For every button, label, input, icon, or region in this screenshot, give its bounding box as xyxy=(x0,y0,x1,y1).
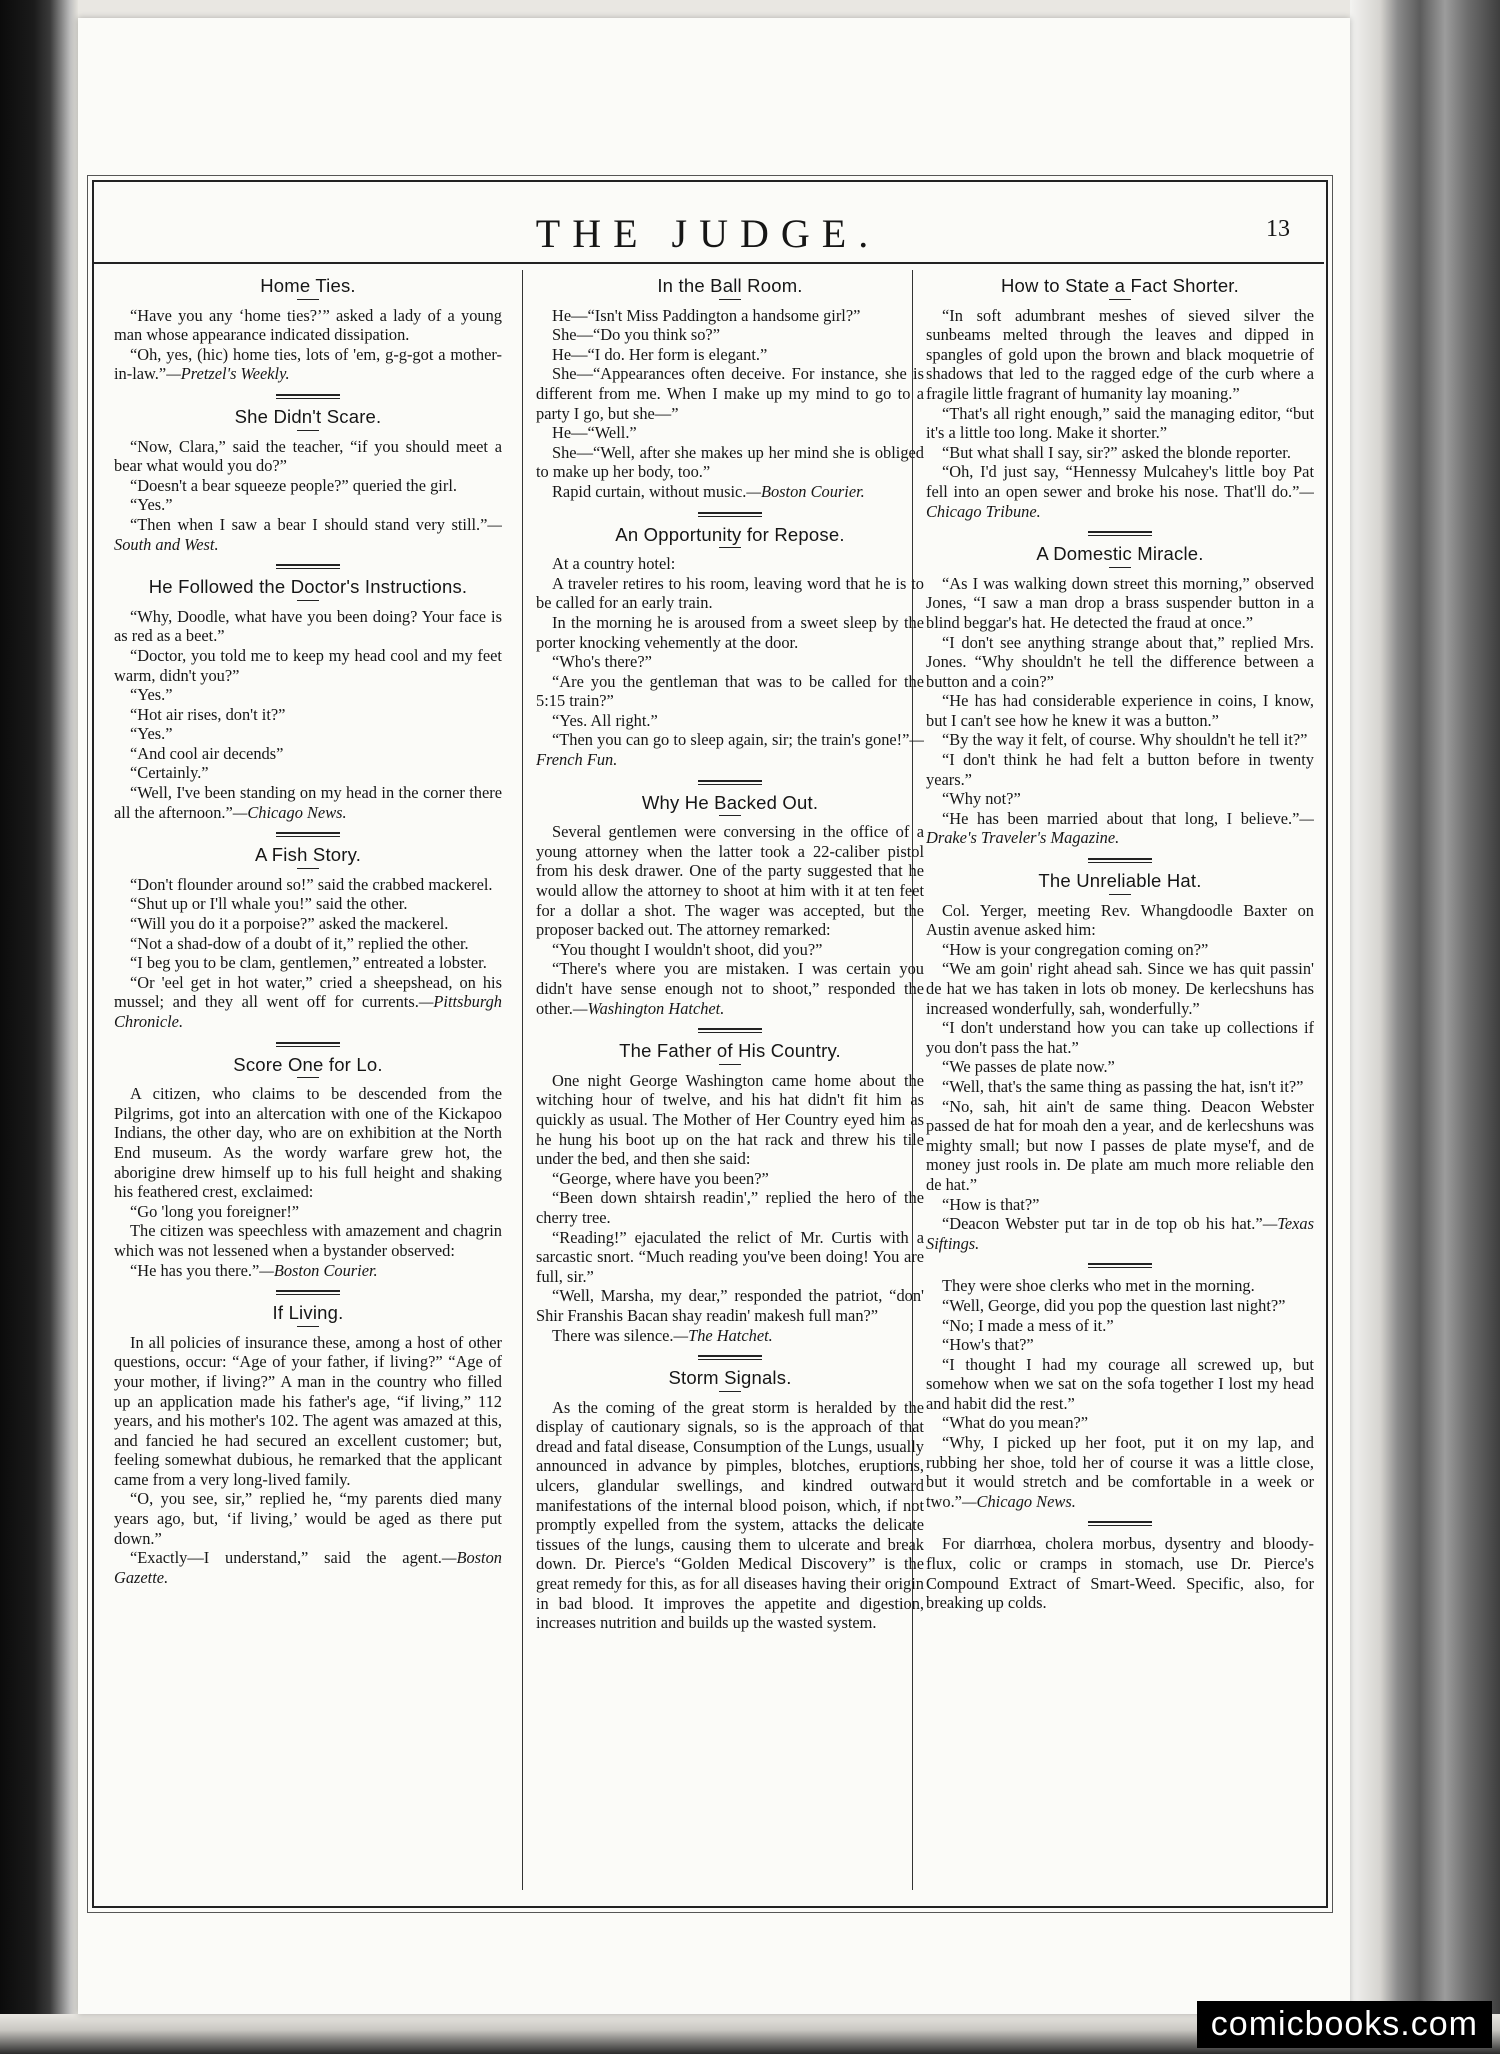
article-source: —Washington Hatchet. xyxy=(572,998,725,1018)
article-divider xyxy=(698,1355,762,1360)
paragraph-text: “Doesn't a bear squeeze people?” queried the girl. xyxy=(130,475,457,495)
article-paragraph xyxy=(114,1202,502,1222)
paragraph-text: “Yes. All right.” xyxy=(552,710,658,730)
paragraph-text: “But what shall I say, sir?” asked the blonde reporter. xyxy=(942,442,1291,462)
article-divider xyxy=(276,1042,340,1047)
article-paragraph xyxy=(536,1286,924,1325)
article-paragraph xyxy=(114,953,502,973)
paragraph-text: They were shoe clerks who met in the morning. xyxy=(942,1276,1255,1296)
article xyxy=(114,276,502,384)
paragraph-text: “No, sah, hit ain't de same thing. Deacon Webster passed de hat for moah den a year, and de kerlecshuns was mighty small; but now I passes de plate myse'f, and de money just rools in. De plate am much more reliable den de hat.” xyxy=(926,1096,1314,1194)
article-paragraph xyxy=(536,1169,924,1189)
article-source: —Boston Courier. xyxy=(746,481,865,501)
masthead-rule xyxy=(92,262,1324,264)
paragraph-text: “Then you can go to sleep again, sir; the train's gone!” xyxy=(552,730,910,750)
article-title: An Opportunity for Repose. xyxy=(615,523,845,545)
article-source: —South and West. xyxy=(114,514,502,554)
article-paragraph xyxy=(114,783,502,822)
paragraph-text: He—“I do. Her form is elegant.” xyxy=(552,344,768,364)
article-paragraph xyxy=(926,809,1314,848)
paragraph-text: “I thought I had my courage all screwed up, but somehow when we sat on the sofa together I lost my head and habit did the rest.” xyxy=(926,1354,1314,1413)
article-paragraph xyxy=(926,1276,1314,1296)
paragraph-text: “I don't understand how you can take up collections if you don't pass the hat.” xyxy=(926,1018,1314,1057)
paragraph-text: The citizen was speechless with amazement and chagrin which was not lessened when a bystander observed: xyxy=(114,1221,502,1260)
article xyxy=(926,1534,1314,1612)
paragraph-text: “Or 'eel get in hot water,” cried a sheepshead, on his mussel; and they all went off for currents. xyxy=(114,972,502,1012)
paragraph-text: “Not a shad-dow of a doubt of it,” replied the other. xyxy=(130,933,469,953)
article-title: The Unreliable Hat. xyxy=(1038,870,1202,892)
article-paragraph xyxy=(926,1057,1314,1077)
article-paragraph xyxy=(114,607,502,646)
paragraph-text: “How is your congregation coming on?” xyxy=(942,939,1209,959)
title-rule xyxy=(297,868,319,869)
article-paragraph xyxy=(114,345,502,384)
paragraph-text: “How is that?” xyxy=(942,1194,1040,1214)
paragraph-text: “Go 'long you foreigner!” xyxy=(130,1201,300,1221)
article-divider xyxy=(276,394,340,399)
article-paragraph xyxy=(926,1534,1314,1612)
article-paragraph xyxy=(114,763,502,783)
article-paragraph xyxy=(926,633,1314,692)
paragraph-text: In all policies of insurance these, among a host of other questions, occur: “Age of your father, if living?” “Age of your mother, if living?” A man in the country who filled up an application made his father's age, “if living,” 112 years, and his mother's 102. The agent was amazed at this, and fancied he had secured an excellent customer; but, feeling somewhat dubious, he remarked that the applicant came from a very long-lived family. xyxy=(114,1332,502,1489)
article xyxy=(114,407,502,554)
article-paragraph xyxy=(536,1228,924,1287)
article-paragraph xyxy=(536,345,924,365)
article-title: He Followed the Doctor's Instructions. xyxy=(148,576,468,598)
paragraph-text: Col. Yerger, meeting Rev. Whangdoodle Baxter on Austin avenue asked him: xyxy=(926,900,1314,940)
article-paragraph xyxy=(926,404,1314,443)
paragraph-text: Several gentlemen were conversing in the office of a young attorney when the latter took a 22-caliber pistol from his desk drawer. One of the party suggested that he would allow the attorney to shoot at him with it at ten feet for a dollar a shot. The wager was accepted, but the proposer backed out. The attorney remarked: xyxy=(536,822,924,940)
article-paragraph xyxy=(536,822,924,940)
article-divider xyxy=(698,1028,762,1033)
paragraph-text: Rapid curtain, without music. xyxy=(552,481,747,501)
paragraph-text: He—“Well.” xyxy=(552,423,637,443)
article xyxy=(926,871,1314,1253)
paragraph-text: “Yes.” xyxy=(130,724,173,744)
article-paragraph xyxy=(114,476,502,496)
article-divider xyxy=(698,512,762,517)
article-paragraph xyxy=(926,1195,1314,1215)
paragraph-text: A citizen, who claims to be descended from the Pilgrims, got into an altercation with one of the Kickapoo Indians, the other day, who are on exhibition at the North End museum. As the wordy warfare grew hot, the aborigine drew himself up to his full height and shaking his feathered crest, exclaimed: xyxy=(114,1084,502,1202)
article-paragraph xyxy=(536,730,924,769)
paragraph-text: She—“Appearances often deceive. For instance, she is different from me. When I make up my mind to go to a party I go, but she—” xyxy=(536,364,924,423)
paragraph-text: “I don't think he had felt a button before in twenty years.” xyxy=(926,750,1314,789)
paragraph-text: “Are you the gentleman that was to be called for the 5:15 train?” xyxy=(536,671,924,711)
article-paragraph xyxy=(536,652,924,672)
article-paragraph xyxy=(536,1398,924,1633)
scan-right-edge xyxy=(1350,0,1500,2054)
article-source: —Texas Siftings. xyxy=(926,1214,1314,1253)
article-paragraph xyxy=(114,495,502,515)
article-divider xyxy=(1088,1263,1152,1268)
article-paragraph xyxy=(926,940,1314,960)
article-paragraph xyxy=(926,1433,1314,1511)
article-title: In the Ball Room. xyxy=(657,275,803,296)
title-rule xyxy=(297,600,319,601)
paragraph-text: “Why not?” xyxy=(942,789,1021,809)
article-paragraph xyxy=(114,1333,502,1490)
article-source: —Pittsburgh Chronicle. xyxy=(114,992,502,1031)
paragraph-text: “Exactly—I understand,” said the agent. xyxy=(130,1548,442,1568)
article xyxy=(536,793,924,1019)
article-paragraph xyxy=(114,1221,502,1260)
paragraph-text: “Reading!” ejaculated the relict of Mr. Curtis with a sarcastic snort. “Much reading you've been doing! You are full, sir.” xyxy=(536,1227,924,1286)
article-paragraph xyxy=(926,462,1314,521)
paragraph-text: “Yes.” xyxy=(130,495,173,515)
paragraph-text: “Well, that's the same thing as passing the hat, isn't it?” xyxy=(942,1076,1304,1096)
article xyxy=(926,276,1314,521)
article-paragraph xyxy=(114,1261,502,1281)
paragraph-text: “Well, Marsha, my dear,” responded the patriot, “don' Shir Franshis Bacan shay readin' makesh full man?” xyxy=(536,1286,924,1325)
article-title: A Domestic Miracle. xyxy=(1036,543,1204,565)
paragraph-text: “He has been married about that long, I believe.” xyxy=(942,808,1300,828)
paragraph-text: “And cool air decends” xyxy=(130,743,284,763)
article-paragraph xyxy=(536,306,924,326)
paragraph-text: “He has had considerable experience in coins, I know, but I can't see how he knew it was a button.” xyxy=(926,691,1314,730)
article-paragraph xyxy=(536,1071,924,1169)
paragraph-text: At a country hotel: xyxy=(552,554,676,574)
article-paragraph xyxy=(114,973,502,1032)
article-paragraph xyxy=(114,685,502,705)
title-rule xyxy=(297,299,319,300)
article-paragraph xyxy=(114,1489,502,1548)
paragraph-text: “By the way it felt, of course. Why shouldn't he tell it?” xyxy=(942,730,1308,750)
article-paragraph xyxy=(114,894,502,914)
paragraph-text: “What do you mean?” xyxy=(942,1413,1089,1433)
article-paragraph xyxy=(114,437,502,476)
masthead-title: THE JUDGE. xyxy=(535,211,881,256)
title-rule xyxy=(1109,299,1131,300)
paragraph-text: “Who's there?” xyxy=(552,652,652,672)
title-rule xyxy=(1109,567,1131,568)
paragraph-text: “There's where you are mistaken. I was certain you didn't have sense enough not to shoot,” responded the other. xyxy=(536,959,924,1018)
article-paragraph xyxy=(926,959,1314,1018)
article-paragraph xyxy=(926,443,1314,463)
paragraph-text: He—“Isn't Miss Paddington a handsome girl?” xyxy=(552,305,861,325)
article-paragraph xyxy=(536,1188,924,1227)
article-paragraph xyxy=(114,306,502,345)
article-paragraph xyxy=(926,1097,1314,1195)
article xyxy=(114,845,502,1031)
article-source: —Drake's Traveler's Magazine. xyxy=(926,808,1314,848)
paragraph-text: “Well, George, did you pop the question last night?” xyxy=(942,1295,1286,1315)
title-rule xyxy=(719,547,741,548)
article-source: —Chicago News. xyxy=(232,802,347,822)
paragraph-text: “You thought I wouldn't shoot, did you?” xyxy=(552,939,823,959)
paragraph-text: “Why, I picked up her foot, put it on my lap, and rubbing her shoe, told her of course it was a little close, but it would stretch and be comfortable in a week or two.” xyxy=(926,1433,1314,1511)
article-paragraph xyxy=(114,646,502,685)
paragraph-text: In the morning he is aroused from a sweet sleep by the porter knocking vehemently at the door. xyxy=(536,612,924,652)
paragraph-text: “Have you any ‘home ties?’” asked a lady of a young man whose appearance indicated dissipation. xyxy=(114,305,502,345)
article-paragraph xyxy=(114,724,502,744)
article-paragraph xyxy=(926,750,1314,789)
paragraph-text: “Why, Doodle, what have you been doing? Your face is as red as a beet.” xyxy=(114,606,502,646)
paragraph-text: “I don't see anything strange about that,” replied Mrs. Jones. “Why shouldn't he tell the difference between a button and a coin?” xyxy=(926,632,1314,691)
article-source: —Boston Gazette. xyxy=(114,1548,502,1587)
article-paragraph xyxy=(536,443,924,482)
paragraph-text: “We am goin' right ahead sah. Since we has quit passin' de hat we has taken in lots ob money. De kerlecshuns has increased wonderfully, sah, wonderfully.” xyxy=(926,959,1314,1018)
scan-left-edge xyxy=(0,0,78,2054)
article-paragraph xyxy=(926,789,1314,809)
paragraph-text: One night George Washington came home about the witching hour of twelve, and his hat didn't fit him as quickly as usual. The Mother of Her Country eyed him as he hung his boot up on the hat rack and threw his tile under the bed, and then she said: xyxy=(536,1070,924,1169)
title-rule xyxy=(719,1391,741,1392)
article xyxy=(536,276,924,502)
article-title: If Living. xyxy=(272,1302,344,1324)
article-divider xyxy=(276,1290,340,1295)
paragraph-text: “Well, I've been standing on my head in the corner there all the afternoon.” xyxy=(114,783,502,822)
article-paragraph xyxy=(926,306,1314,404)
article xyxy=(536,525,924,770)
article-paragraph xyxy=(536,613,924,652)
article-title: She Didn't Scare. xyxy=(234,405,382,427)
article xyxy=(536,1368,924,1633)
article-divider xyxy=(1088,858,1152,863)
article xyxy=(926,544,1314,848)
article-divider xyxy=(276,564,340,569)
article-source: —The Hatchet. xyxy=(673,1325,773,1345)
article-paragraph xyxy=(536,423,924,443)
paragraph-text: “Will you do it a porpoise?” asked the mackerel. xyxy=(130,914,449,934)
article-paragraph xyxy=(926,1355,1314,1414)
article-divider xyxy=(698,780,762,785)
paragraph-text: “George, where have you been?” xyxy=(552,1168,769,1188)
page-number: 13 xyxy=(1266,216,1290,242)
article-divider xyxy=(1088,1521,1152,1526)
article-paragraph xyxy=(926,574,1314,633)
column-2 xyxy=(536,270,924,1890)
article-title: Why He Backed Out. xyxy=(641,791,819,813)
article-paragraph xyxy=(536,554,924,574)
article-paragraph xyxy=(536,711,924,731)
article-paragraph xyxy=(536,325,924,345)
paragraph-text: She—“Do you think so?” xyxy=(552,325,720,345)
article xyxy=(114,577,502,822)
article-paragraph xyxy=(926,730,1314,750)
article xyxy=(114,1303,502,1587)
article-paragraph xyxy=(114,515,502,554)
paragraph-text: “Shut up or I'll whale you!” said the other. xyxy=(130,894,408,914)
title-rule xyxy=(719,815,741,816)
article-paragraph xyxy=(536,1326,924,1346)
paragraph-text: “Hot air rises, don't it?” xyxy=(130,704,286,724)
article-paragraph xyxy=(926,1316,1314,1336)
article-paragraph xyxy=(536,364,924,423)
paragraph-text: As the coming of the great storm is heralded by the display of cautionary signals, so is the approach of that dread and fatal disease, Consumption of the Lungs, usually announced in advance by pimples, blotches, eruptions, ulcers, glandular swellings, and kindred outward manifestations of the internal blood poison, which, if not promptly expelled from the system, attacks the delicate tissues of the lungs, causing them to ulcerate and break down. Dr. Pierce's “Golden Medical Discovery” is the great remedy for this, as for all diseases having their origin in bad blood. It improves the appetite and digestion, increases nutrition and builds up the wasted system. xyxy=(536,1397,924,1633)
article-paragraph xyxy=(114,875,502,895)
title-rule xyxy=(1109,894,1131,895)
article-source: —Pretzel's Weekly. xyxy=(166,364,290,384)
article-paragraph xyxy=(536,940,924,960)
masthead xyxy=(92,210,1324,266)
paragraph-text: “Doctor, you told me to keep my head cool and my feet warm, didn't you?” xyxy=(114,645,502,685)
article-divider xyxy=(1088,531,1152,536)
article-paragraph xyxy=(926,1296,1314,1316)
paragraph-text: A traveler retires to his room, leaving word that he is to be called for an early train. xyxy=(536,573,924,613)
title-rule xyxy=(719,299,741,300)
title-rule xyxy=(297,430,319,431)
article xyxy=(114,1055,502,1281)
article-title: Storm Signals. xyxy=(668,1367,792,1389)
paragraph-text: For diarrhœa, cholera morbus, dysentry and bloody-flux, colic or cramps in stomach, use Dr. Pierce's Compound Extract of Smart-Weed. Specific, also, for breaking up colds. xyxy=(926,1534,1314,1613)
paragraph-text: “He has you there.” xyxy=(130,1260,260,1280)
article-paragraph xyxy=(926,1413,1314,1433)
column-1 xyxy=(114,270,502,1890)
title-rule xyxy=(297,1077,319,1078)
article-paragraph xyxy=(114,914,502,934)
article xyxy=(926,1276,1314,1511)
article-paragraph xyxy=(926,1077,1314,1097)
article-paragraph xyxy=(536,574,924,613)
paragraph-text: “That's all right enough,” said the managing editor, “but it's a little too long. Make it shorter.” xyxy=(926,403,1314,443)
article-paragraph xyxy=(926,1335,1314,1355)
paragraph-text: “Then when I saw a bear I should stand very still.” xyxy=(130,514,488,534)
paragraph-text: “Now, Clara,” said the teacher, “if you should meet a bear what would you do?” xyxy=(114,436,502,476)
article xyxy=(536,1041,924,1345)
article-title: A Fish Story. xyxy=(254,844,362,866)
paragraph-text: “Don't flounder around so!” said the crabbed mackerel. xyxy=(130,874,493,894)
article-paragraph xyxy=(114,744,502,764)
article-paragraph xyxy=(114,934,502,954)
paragraph-text: “I beg you to be clam, gentlemen,” entreated a lobster. xyxy=(130,953,487,973)
article-source: —Chicago News. xyxy=(961,1491,1076,1511)
article-paragraph xyxy=(926,1018,1314,1057)
paragraph-text: “In soft adumbrant meshes of sieved silver the sunbeams melted through the leaves and dipped in spangles of gold upon the brown and black moquetrie of shadows that led to the ragged edge of the curb where a fragile little fragrant of humanity lay moaning.” xyxy=(926,305,1314,403)
article-source: —Chicago Tribune. xyxy=(926,481,1314,521)
paragraph-text: “Oh, yes, (hic) home ties, lots of 'em, g-g-got a mother-in-law.” xyxy=(114,344,502,384)
article-title: The Father of His Country. xyxy=(619,1040,841,1062)
paragraph-text: “Been down shtairsh readin',” replied the hero of the cherry tree. xyxy=(536,1188,924,1227)
title-rule xyxy=(297,1326,319,1327)
title-rule xyxy=(719,1064,741,1065)
paragraph-text: “No; I made a mess of it.” xyxy=(942,1315,1114,1335)
article-title: Score One for Lo. xyxy=(233,1053,383,1075)
article-paragraph xyxy=(926,1214,1314,1253)
paragraph-text: “Certainly.” xyxy=(130,763,209,783)
article-divider xyxy=(276,832,340,837)
paragraph-text: “We passes de plate now.” xyxy=(942,1057,1115,1077)
article-paragraph xyxy=(114,1548,502,1587)
article-paragraph xyxy=(536,482,924,502)
article-title: How to State a Fact Shorter. xyxy=(1001,275,1239,296)
article-source: —Boston Courier. xyxy=(259,1260,378,1280)
paragraph-text: “Yes.” xyxy=(130,685,173,705)
article-source: —French Fun. xyxy=(536,730,924,770)
paragraph-text: There was silence. xyxy=(552,1325,674,1345)
article-paragraph xyxy=(536,672,924,711)
article-paragraph xyxy=(114,705,502,725)
article-paragraph xyxy=(926,691,1314,730)
watermark: comicbooks.com xyxy=(1197,2001,1492,2048)
article-title: Home Ties. xyxy=(260,275,356,296)
paragraph-text: “Deacon Webster put tar in de top ob his hat.” xyxy=(942,1214,1263,1234)
paragraph-text: “Oh, I'd just say, “Hennessy Mulcahey's little boy Pat fell into an open sewer and broke his nose. That'll do.” xyxy=(926,462,1314,501)
article-paragraph xyxy=(926,901,1314,940)
column-rule-1 xyxy=(522,270,523,1890)
article-paragraph xyxy=(114,1084,502,1202)
column-3 xyxy=(926,270,1314,1890)
article-paragraph xyxy=(536,959,924,1018)
paragraph-text: She—“Well, after she makes up her mind she is obliged to make up her body, too.” xyxy=(536,442,924,482)
paragraph-text: “As I was walking down street this morning,” observed Jones, “I saw a man drop a brass suspender button in a blind beggar's hat. He detected the fraud at once.” xyxy=(926,573,1314,632)
paragraph-text: “How's that?” xyxy=(942,1335,1034,1355)
paragraph-text: “O, you see, sir,” replied he, “my parents died many years ago, but, ‘if living,’ would be aged as there put down.” xyxy=(114,1489,502,1548)
